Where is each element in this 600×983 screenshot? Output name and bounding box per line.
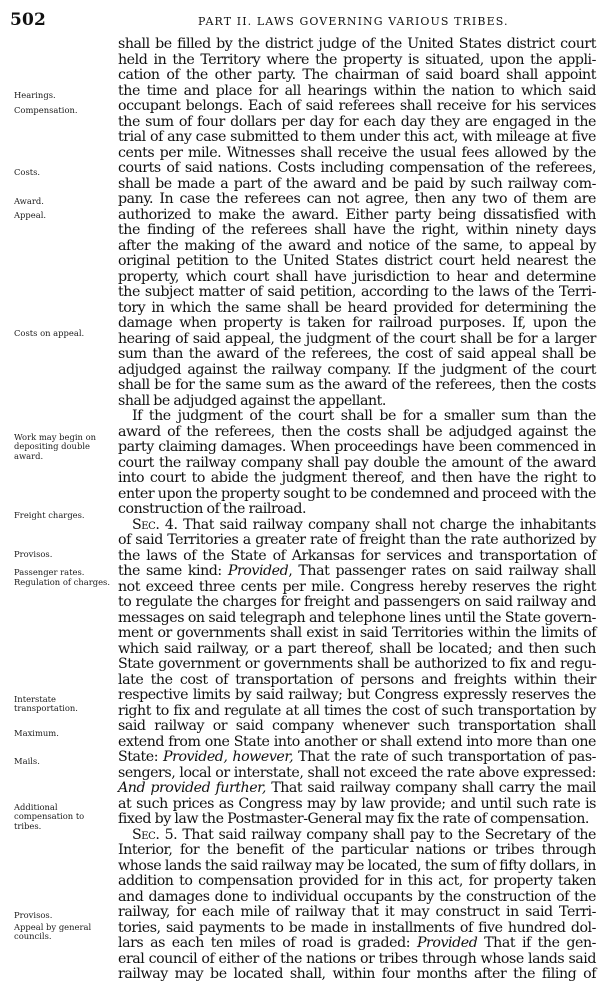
body-line: pany. In case the referees can not agree, then any two of them are [118,191,596,207]
body-line: the same kind: Provided, That passenger rates on said railway shall [118,563,596,579]
margin-note-costs: Costs. [14,167,41,177]
body-line: If the judgment of the court shall be for a smaller sum than the [132,408,596,424]
body-line: sengers, local or interstate, shall not exceed the rate above expressed: [118,764,596,781]
margin-note-additional-compensation: Additional compensation to tribes. [14,802,85,831]
margin-note-award: Award. [14,196,44,206]
body-line: State government or governments shall be authorized to fix and regu- [118,656,596,672]
body-line: the subject matter of said petition, according to the laws of the Terri- [118,284,596,300]
body-line: courts of said nations. Costs including compensation of the referees, [118,160,596,176]
body-line: and damages done to individual occupants by the construction of the [118,888,596,905]
body-line: sum than the award of the referees, the cost of said appeal shall be [118,346,596,362]
body-line: held in the Territory where the property is situated, upon the appli- [118,51,596,68]
body-line: shall be for the same sum as the award of the referees, then the costs [118,377,596,393]
body-line: occupant belongs. Each of said referees shall receive for his services [118,98,596,114]
margin-note-costs-on-appeal: Costs on appeal. [14,328,85,338]
body-line: Interior, for the benefit of the particular nations or tribes through [118,842,596,858]
body-line: cation of the other party. The chairman of said board shall appoint [118,67,596,83]
body-line: And provided further, That said railway company shall carry the mail [118,780,596,796]
body-line: at such prices as Congress may by law provide; and until such rate is [118,795,596,812]
body-line: the laws of the State of Arkansas for services and transportation of [118,547,596,564]
margin-note-provisos: Provisos. [14,549,53,559]
body-line: respective limits by said railway; but Congress expressly reserves the [118,687,596,703]
margin-note-freight-charges: Freight charges. [14,510,85,520]
body-line: lars as each ten miles of road is graded: Provided That if the gen- [118,935,596,951]
body-line: adjudged against the railway company. If the judgment of the court [118,361,596,378]
margin-note-maximum: Maximum. [14,728,59,738]
running-header: PART II. LAWS GOVERNING VARIOUS TRIBES. [198,15,509,28]
body-line: eral council of either of the nations or tribes through whose lands said [118,950,596,967]
body-line: to regulate the charges for freight and passengers on said railway and [118,594,596,610]
body-line: late the cost of transportation of persons and freights within their [118,671,596,688]
body-line: Sec. 5. That said railway company shall pay to the Secretary of the [132,826,596,843]
margin-note-work-may-begin: Work may begin on depositing double award. [14,432,96,461]
margin-note-passenger-rates: Passenger rates. [14,567,85,577]
page-number: 502 [10,10,47,30]
body-line: railway, for each mile of railway that it may construct in said Terri- [118,904,596,920]
body-line: the time and place for all hearings within the nation to which said [118,82,596,99]
margin-note-compensation: Compensation. [14,105,78,115]
body-line: said railway or said company whenever such transportation shall [118,718,596,734]
body-line: fixed by law the Postmaster-General may fix the rate of compensation. [118,811,589,827]
body-line: party claiming damages. When proceedings have been commenced in [118,439,596,455]
body-line: court the railway company shall pay double the amount of the award [118,454,596,471]
body-line: Sec. 4. That said railway company shall not charge the inhabitants [132,516,596,533]
body-line: enter upon the property sought to be condemned and proceed with the [118,485,596,502]
body-line: award of the referees, then the costs shall be adjudged against the [118,423,596,440]
margin-note-mails: Mails. [14,756,40,766]
body-line: not exceed three cents per mile. Congress hereby reserves the right [118,578,596,595]
body-line: cents per mile. Witnesses shall receive the usual fees allowed by the [118,144,596,161]
body-line: extend from one State into another or shall extend into more than one [118,733,596,750]
margin-note-appeal-by-general-councils: Appeal by general councils. [14,922,92,942]
body-line: original petition to the United States district court held nearest the [118,253,596,269]
body-line: after the making of the award and notice of the same, to appeal by [118,237,596,254]
margin-note-interstate-transportation: Interstate transportation. [14,694,78,714]
body-line: shall be filled by the district judge of the United States district court [118,36,596,52]
body-line: tory in which the same shall be heard provided for determining the [118,299,596,316]
body-line: hearing of said appeal, the judgment of the court shall be for a larger [118,330,596,347]
margin-note-hearings: Hearings. [14,90,56,100]
body-line: shall be made a part of the award and be paid by such railway com- [118,175,596,192]
body-line: the finding of the referees shall have the right, within ninety days [118,222,596,238]
body-line: State: Provided, however, That the rate of such transportation of pas- [118,749,596,765]
body-line: railway may be located shall, within four months after the filing of [118,966,596,982]
body-line: damage when property is taken for railroad purposes. If, upon the [118,315,596,331]
body-line: construction of the railroad. [118,501,307,517]
body-line: messages on said telegraph and telephone lines until the State govern- [118,609,596,626]
body-line: tories, said payments to be made in installments of five hundred dol- [118,919,596,936]
body-line: addition to compensation provided for in this act, for property taken [118,873,596,889]
body-line: property, which court shall have jurisdiction to hear and determine [118,268,596,285]
margin-note-appeal: Appeal. [14,210,47,220]
body-line: the sum of four dollars per day for each day they are engaged in the [118,113,596,130]
body-line: trial of any case submitted to them under this act, with mileage at five [118,129,596,145]
body-line: ment or governments shall exist in said Territories within the limits of [118,625,596,641]
body-line: right to fix and regulate at all times the cost of such transportation by [118,702,596,719]
body-line: whose lands the said railway may be located, the sum of fifty dollars, in [118,857,596,874]
margin-note-provisos-2: Provisos. [14,910,53,920]
body-line: into court to abide the judgment thereof, and then have the right to [118,470,596,486]
body-line: of said Territories a greater rate of freight than the rate authorized by [118,532,596,548]
body-line: authorized to make the award. Either party being dissatisfied with [118,206,596,223]
margin-note-regulation-of-charges: Regulation of charges. [14,577,110,587]
body-line: which said railway, or a part thereof, shall be located; and then such [118,640,596,657]
body-line: shall be adjudged against the appellant. [118,392,386,409]
